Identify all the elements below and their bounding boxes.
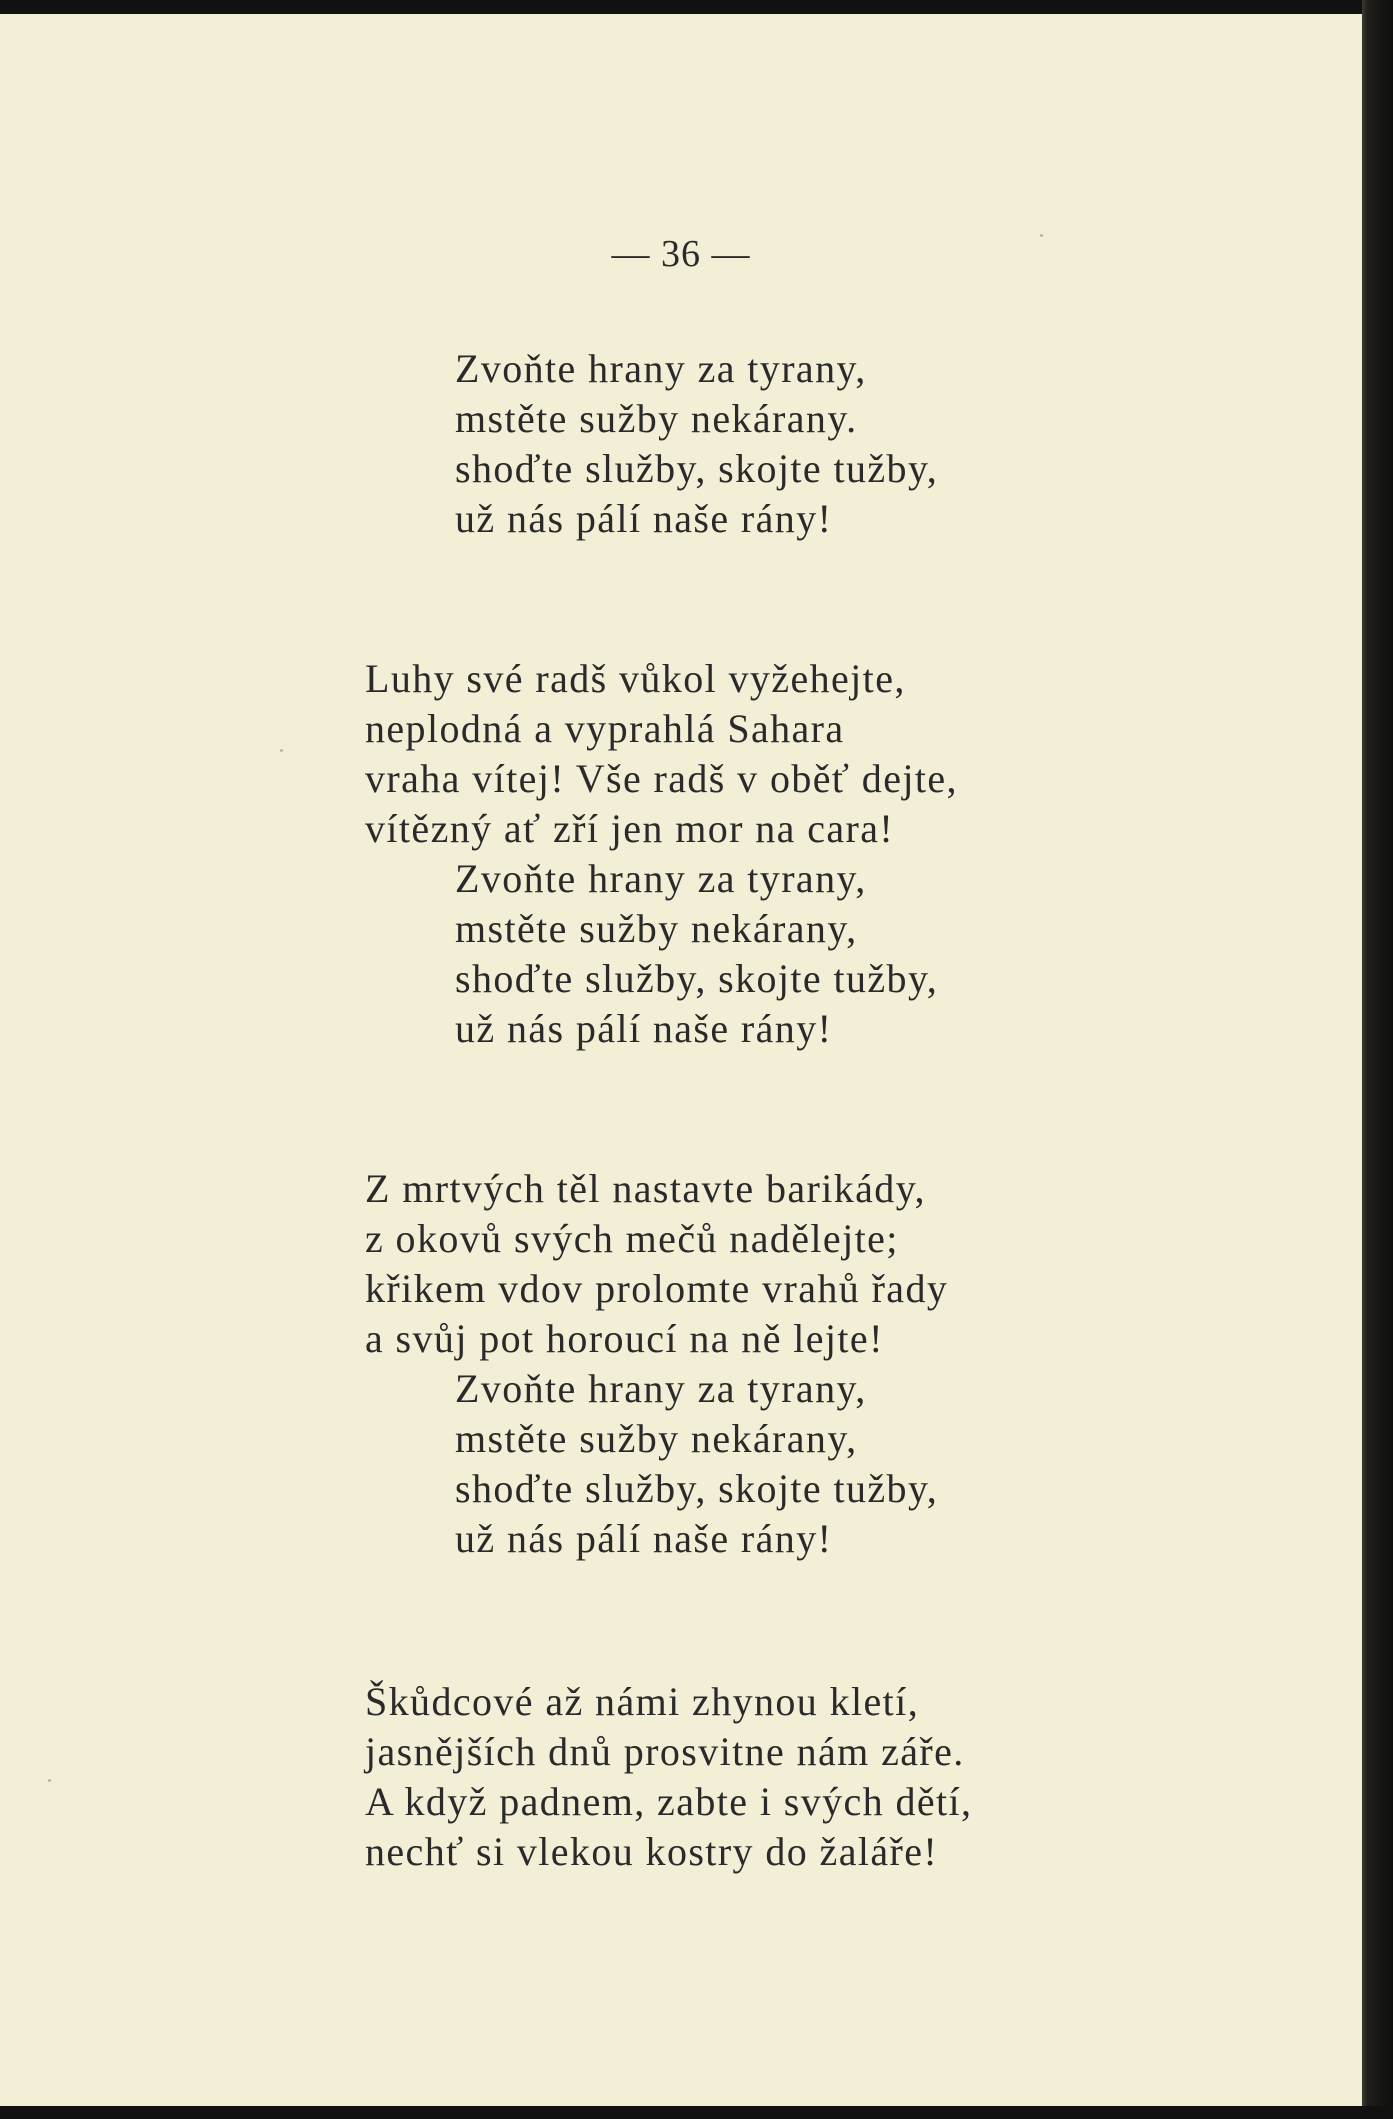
verse-line: vraha vítej! Vše radš v oběť dejte, bbox=[365, 756, 958, 801]
refrain-line: Zvoňte hrany za tyrany, bbox=[455, 346, 867, 391]
verse-line: vítězný ať zří jen mor na cara! bbox=[365, 806, 895, 851]
verse-line: nechť si vlekou kostry do žaláře! bbox=[365, 1829, 939, 1874]
verse-line: z okovů svých mečů nadělejte; bbox=[365, 1216, 899, 1261]
refrain-line: shoďte služby, skojte tužby, bbox=[455, 1466, 939, 1511]
refrain-line: mstěte sužby nekárany. bbox=[455, 396, 858, 441]
stanza-gap bbox=[0, 544, 1362, 654]
scan-top-border bbox=[0, 0, 1393, 14]
verse-line: jasnějších dnů prosvitne nám záře. bbox=[365, 1729, 965, 1774]
stanza-1 bbox=[0, 344, 1362, 544]
refrain-line: už nás pálí naše rány! bbox=[455, 1516, 833, 1561]
verse-line: Luhy své radš vůkol vyžehejte, bbox=[365, 656, 906, 701]
refrain-line: mstěte sužby nekárany, bbox=[455, 906, 858, 951]
stanza-2 bbox=[0, 654, 1362, 1054]
refrain-line: shoďte služby, skojte tužby, bbox=[455, 956, 939, 1001]
verse-line: Z mrtvých těl nastavte barikády, bbox=[365, 1166, 926, 1211]
stanza-gap bbox=[0, 1564, 1362, 1677]
refrain-line: už nás pálí naše rány! bbox=[455, 1006, 833, 1051]
refrain-line: shoďte služby, skojte tužby, bbox=[455, 446, 939, 491]
stanza-3 bbox=[0, 1164, 1362, 1564]
scan-bottom-border bbox=[0, 2106, 1393, 2119]
verse-line: neplodná a vyprahlá Sahara bbox=[365, 706, 845, 751]
book-spine-edge bbox=[1362, 0, 1393, 2119]
verse-line: A když padnem, zabte i svých dětí, bbox=[365, 1779, 973, 1824]
poem bbox=[0, 344, 1362, 1877]
stanza-gap bbox=[0, 1054, 1362, 1164]
verse-line: Škůdcové až námi zhynou kletí, bbox=[365, 1679, 920, 1724]
refrain-line: Zvoňte hrany za tyrany, bbox=[455, 1366, 867, 1411]
refrain-line: už nás pálí naše rány! bbox=[455, 496, 833, 541]
verse-line: a svůj pot horoucí na ně lejte! bbox=[365, 1316, 884, 1361]
verse-line: křikem vdov prolomte vrahů řady bbox=[365, 1266, 949, 1311]
refrain-line: mstěte sužby nekárany, bbox=[455, 1416, 858, 1461]
refrain-line: Zvoňte hrany za tyrany, bbox=[455, 856, 867, 901]
book-page bbox=[0, 14, 1362, 2106]
stanza-4 bbox=[0, 1677, 1362, 1877]
page-number: — 36 — bbox=[611, 233, 751, 275]
